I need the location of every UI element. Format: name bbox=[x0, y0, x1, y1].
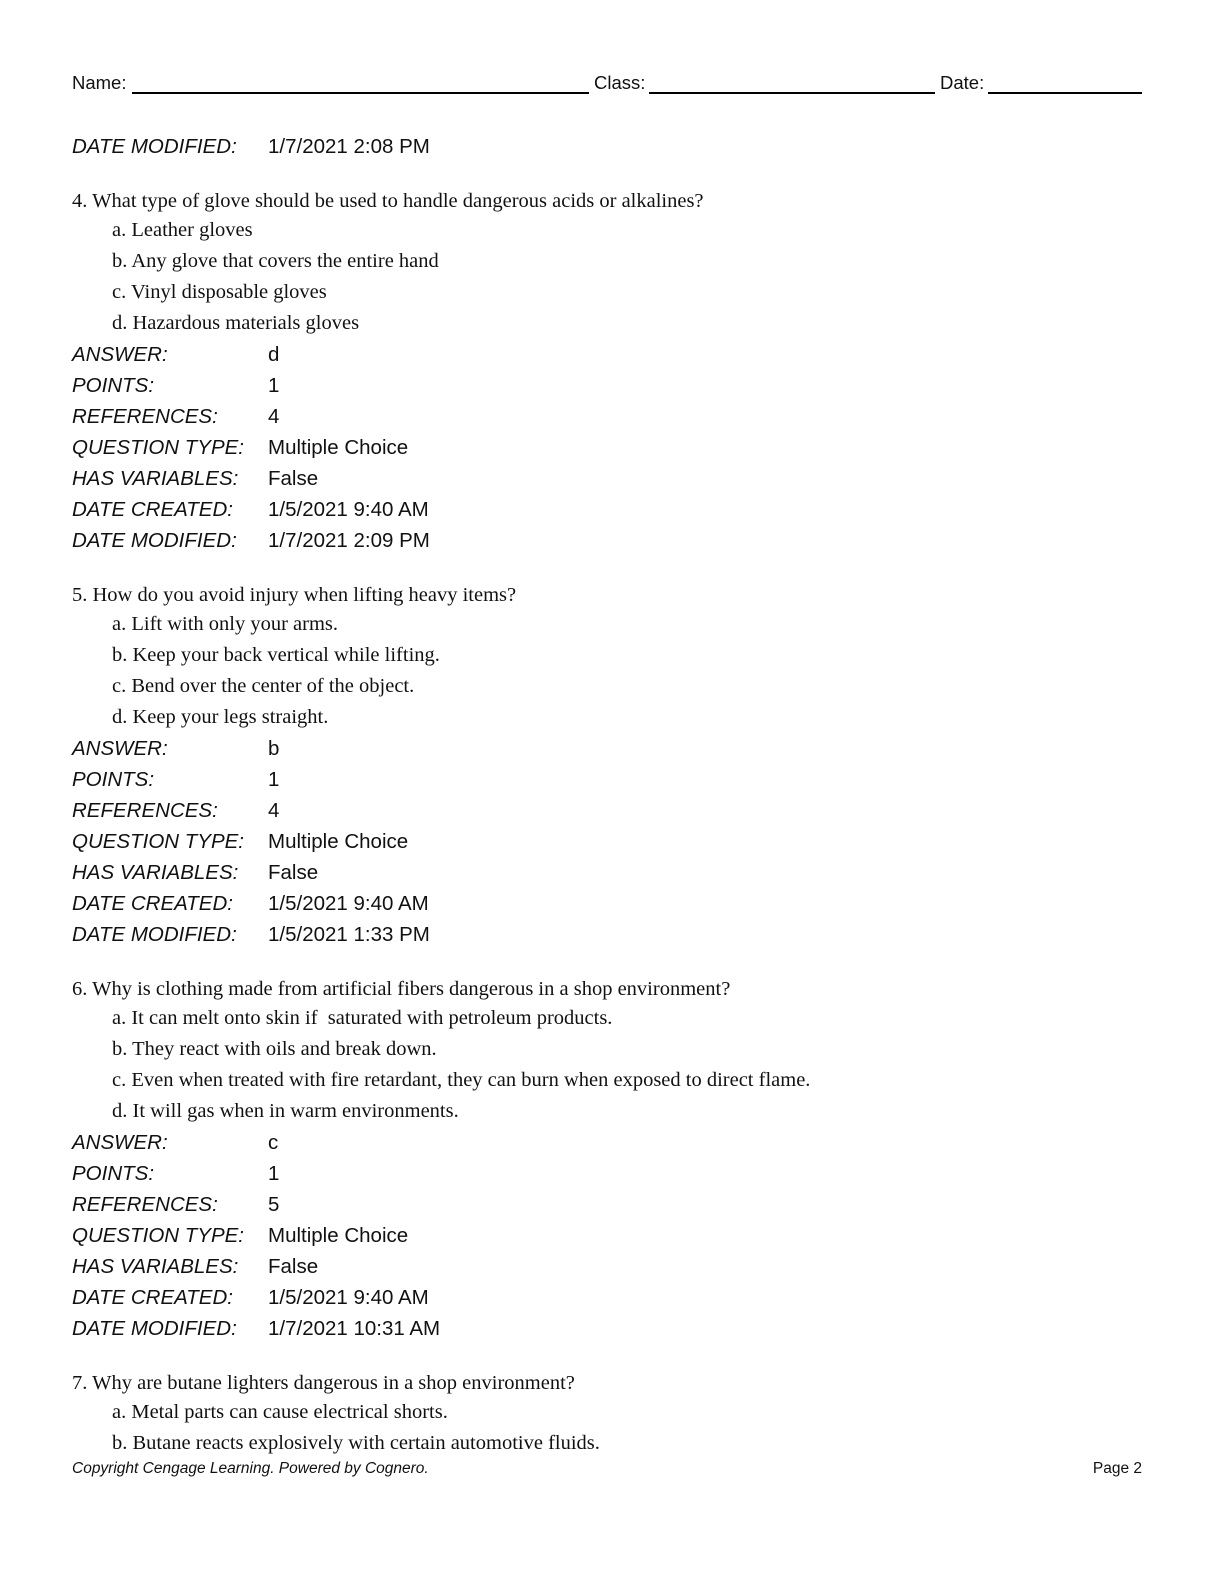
class-field[interactable] bbox=[649, 92, 935, 94]
name-field[interactable] bbox=[132, 92, 589, 94]
question-stem: 4. What type of glove should be used to handle dangerous acids or alkalines? bbox=[72, 190, 704, 212]
meta-date-modified bbox=[72, 132, 1152, 163]
meta-answer: ANSWER: b bbox=[72, 737, 280, 760]
option-a: a. Leather gloves bbox=[112, 219, 253, 241]
meta-value: 1/7/2021 2:08 PM bbox=[268, 135, 430, 158]
meta-date-created: DATE CREATED: 1/5/2021 9:40 AM bbox=[72, 892, 429, 915]
meta-points: POINTS: 1 bbox=[72, 1162, 280, 1185]
question-stem: 5. How do you avoid injury when lifting heavy items? bbox=[72, 584, 517, 606]
meta-points: POINTS: 1 bbox=[72, 768, 280, 791]
option-b: b. Butane reacts explosively with certain automotive fluids. bbox=[112, 1432, 600, 1454]
option-a: a. Lift with only your arms. bbox=[112, 613, 339, 635]
meta-label: DATE MODIFIED: bbox=[72, 135, 237, 158]
question-4 bbox=[72, 186, 1152, 557]
option-c: c. Even when treated with fire retardant, they can burn when exposed to direct flame. bbox=[112, 1069, 811, 1091]
question-list bbox=[72, 132, 1152, 1460]
meta-date-created: DATE CREATED: 1/5/2021 9:40 AM bbox=[72, 1286, 429, 1309]
option-d: d. Keep your legs straight. bbox=[112, 706, 329, 728]
meta-question-type: QUESTION TYPE: Multiple Choice bbox=[72, 830, 409, 853]
meta-has-variables: HAS VARIABLES: False bbox=[72, 1255, 319, 1278]
name-label: Name: bbox=[72, 72, 127, 93]
page-header bbox=[72, 72, 1142, 96]
question-stem: 7. Why are butane lighters dangerous in a shop environment? bbox=[72, 1372, 575, 1394]
meta-answer: ANSWER: c bbox=[72, 1131, 279, 1154]
meta-has-variables: HAS VARIABLES: False bbox=[72, 861, 319, 884]
meta-question-type: QUESTION TYPE: Multiple Choice bbox=[72, 436, 409, 459]
meta-answer: ANSWER: d bbox=[72, 343, 280, 366]
meta-question-type: QUESTION TYPE: Multiple Choice bbox=[72, 1224, 409, 1247]
meta-date-modified: DATE MODIFIED: 1/7/2021 2:09 PM bbox=[72, 529, 430, 552]
date-field[interactable] bbox=[988, 92, 1142, 94]
meta-points: POINTS: 1 bbox=[72, 374, 280, 397]
class-label: Class: bbox=[594, 72, 646, 93]
question-5 bbox=[72, 580, 1152, 951]
question-7 bbox=[72, 1368, 1152, 1460]
meta-date-modified: DATE MODIFIED: 1/7/2021 10:31 AM bbox=[72, 1317, 441, 1340]
option-a: a. It can melt onto skin if saturated with petroleum products. bbox=[112, 1007, 613, 1029]
meta-has-variables: HAS VARIABLES: False bbox=[72, 467, 319, 490]
option-c: c. Vinyl disposable gloves bbox=[112, 281, 327, 303]
date-label: Date: bbox=[940, 72, 985, 93]
meta-date-created: DATE CREATED: 1/5/2021 9:40 AM bbox=[72, 498, 429, 521]
page-number: Page 2 bbox=[1092, 1460, 1142, 1477]
option-b: b. Any glove that covers the entire hand bbox=[112, 250, 439, 272]
meta-references: REFERENCES: 5 bbox=[72, 1193, 280, 1216]
option-d: d. Hazardous materials gloves bbox=[112, 312, 360, 334]
meta-date-modified: DATE MODIFIED: 1/5/2021 1:33 PM bbox=[72, 923, 430, 946]
option-b: b. They react with oils and break down. bbox=[112, 1038, 437, 1060]
question-stem: 6. Why is clothing made from artificial fibers dangerous in a shop environment? bbox=[72, 978, 731, 1000]
meta-references: REFERENCES: 4 bbox=[72, 405, 280, 428]
option-c: c. Bend over the center of the object. bbox=[112, 675, 415, 697]
option-a: a. Metal parts can cause electrical shorts. bbox=[112, 1401, 448, 1423]
option-d: d. It will gas when in warm environments. bbox=[112, 1100, 459, 1122]
option-b: b. Keep your back vertical while lifting. bbox=[112, 644, 440, 666]
copyright-text: Copyright Cengage Learning. Powered by Cognero. bbox=[72, 1460, 429, 1477]
question-6 bbox=[72, 974, 1152, 1345]
meta-references: REFERENCES: 4 bbox=[72, 799, 280, 822]
